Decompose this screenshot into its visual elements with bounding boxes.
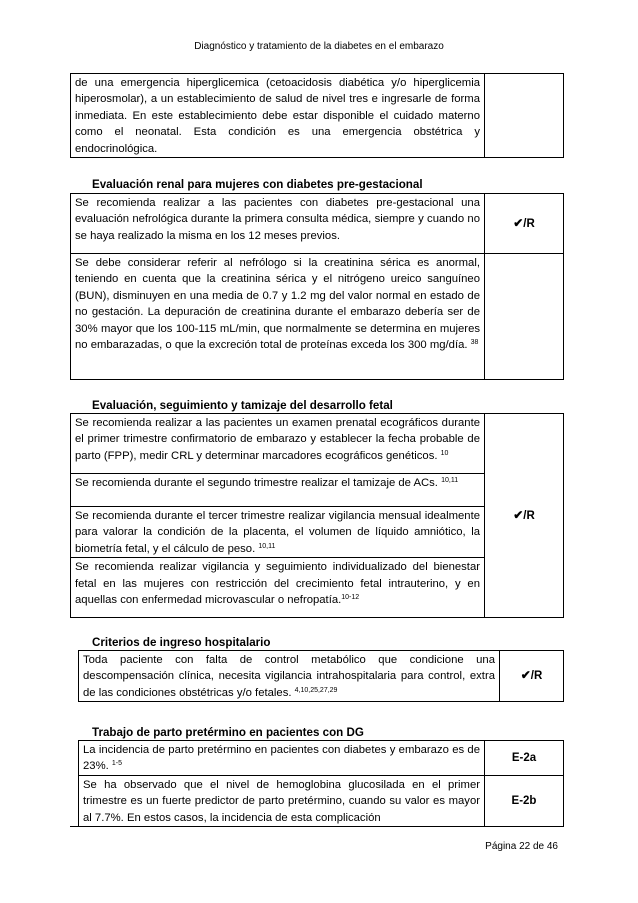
reference: 10,11 xyxy=(441,477,459,484)
recommendation-text: Toda paciente con falta de control metabólico que condicione una descompensación clínica, necesita vigilancia intrahospitalaria para control, extra de las condiciones obstétricas y/o fetales. $^{4,10,25,27,29}$ xyxy=(79,651,500,702)
section-heading: Evaluación, seguimiento y tamizaje del desarrollo fetal xyxy=(92,399,393,412)
section-heading: Trabajo de parto pretérmino en pacientes con DG xyxy=(92,726,364,739)
check-icon: ✔ xyxy=(513,215,524,230)
renal-table xyxy=(70,193,564,380)
grade-cell: ✔/R xyxy=(485,194,564,254)
table-row xyxy=(79,741,564,776)
recommendation-text: Se debe considerar referir al nefrólogo si la creatinina sérica es anormal, teniendo en cuenta que la creatinina sérica y el nitrógeno ureico sanguíneo (BUN), disminuyen en una media de 0.7 y 1.2 mg del valor normal en estado de no gestación. La depuración de creatinina durante el embarazo debería ser de 30% mayor que los 100-115 mL/min, que normalmente se determina en mujeres no embarazadas, o que la excreción total de proteínas exceda los 300 mg/día. $^{38}$ xyxy=(71,254,485,380)
table-row xyxy=(79,775,564,826)
recommendation-text: Se recomienda durante el tercer trimestre realizar vigilancia mensual idealmente para valorar la condición de la placenta, el volumen de líquido amniótico, la biometría fetal, y el cálculo de peso. $^{10,11}$ xyxy=(71,507,485,558)
recommendation-text: de una emergencia hiperglicemica (cetoacidosis diabética y/o hiperglicemia hiperosmolar), a un establecimiento de salud de nivel tres e ingresarle de forma inmediata. En este establecimiento debe estar disponible el cuidado materno como el neonatal. Esta condición es una emergencia obstétrica y endocrinológica. xyxy=(71,74,485,158)
page-number: Página 22 de 46 xyxy=(485,841,558,852)
reference: 1-5 xyxy=(111,760,123,768)
recommendation-text: Se ha observado que el nivel de hemoglobina glucosilada en el primer trimestre es un fuerte predictor de parto pretérmino, cuando su valor es mayor al 7.7%. En estos casos, la incidencia de esta complicación xyxy=(79,775,485,826)
evidence-grade: E-2b xyxy=(485,775,564,826)
check-icon: ✔ xyxy=(513,507,524,522)
check-icon: ✔ xyxy=(520,668,531,683)
table-row xyxy=(71,414,564,474)
recommendation-text: La incidencia de parto pretérmino en pacientes con diabetes y embarazo es de 23%. $^{1-5}$ xyxy=(79,741,485,776)
recommendation-text: Se recomienda realizar a las pacientes con diabetes pre-gestacional una evaluación nefrológica durante la primera consulta médica, siempre y cuando no se haya realizado la misma en los 12 meses previos. xyxy=(71,194,485,254)
reference: 10 xyxy=(440,449,449,457)
fetal-table xyxy=(70,413,564,618)
grade-cell xyxy=(485,74,564,158)
reference: 4,10,25,27,29 xyxy=(294,686,338,694)
admission-table xyxy=(78,650,564,702)
table-row xyxy=(71,254,564,380)
continuation-table xyxy=(70,73,564,158)
recommendation-text: Se recomienda realizar a las pacientes un examen prenatal ecográficos durante el primer trimestre confirmatorio de embarazo y establecer la fecha probable de parto (FPP), medir CRL y determinar marcadores ecográficos genéticos. $^{10}$ xyxy=(71,414,485,474)
page-header: Diagnóstico y tratamiento de la diabetes en el embarazo xyxy=(194,41,444,52)
recommendation-text: Se recomienda durante el segundo trimestre realizar el tamizaje de ACs. $^{10,11}$ xyxy=(71,474,485,507)
reference: 10,11 xyxy=(258,542,276,550)
table-row xyxy=(79,651,564,702)
table-row xyxy=(71,194,564,254)
preterm-table xyxy=(78,740,564,827)
recommendation-text: Se recomienda realizar vigilancia y seguimiento individualizado del bienestar fetal en las mujeres con restricción del crecimiento fetal intrauterino, y en aquellas con enfermedad microvascular o nefropatía.$^{10-12}$ xyxy=(71,558,485,618)
grade-cell: ✔/R xyxy=(500,651,564,702)
section-heading: Criterios de ingreso hospitalario xyxy=(92,636,271,649)
grade-cell: ✔/R xyxy=(485,414,564,618)
evidence-grade: E-2a xyxy=(485,741,564,776)
table-row xyxy=(71,74,564,158)
reference: 10-12 xyxy=(341,594,360,602)
reference: 38 xyxy=(470,339,479,347)
grade-cell xyxy=(485,254,564,380)
footer-divider xyxy=(70,826,563,827)
section-heading: Evaluación renal para mujeres con diabetes pre-gestacional xyxy=(92,178,423,191)
